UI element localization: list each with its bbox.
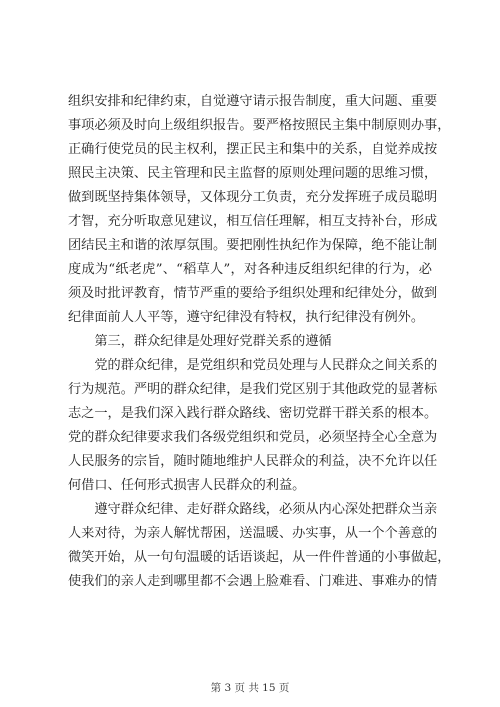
text-line: 使我们的亲人走到哪里都不会遇上脸难看、门难进、事难办的情 (68, 574, 438, 589)
text-line: 团结民主和谐的浓厚氛围。要把刚性执纪作为保障，绝不能让制 (68, 238, 438, 253)
text-line: 党的群众纪律，是党组织和党员处理与人民群众之间关系的 (68, 358, 438, 373)
text-line: 度成为“纸老虎”、“稻草人”，对各种违反组织纪律的行为，必 (68, 262, 432, 277)
text-line: 微笑开始，从一句句温暖的话语谈起，从一件件普通的小事做起， (68, 550, 451, 565)
text-line: 须及时批评教育，情节严重的要给予组织处理和纪律处分，做到 (68, 286, 438, 301)
text-line: 事项必须及时向上级组织报告。要严格按照民主集中制原则办事， (68, 118, 451, 133)
text-line: 组织安排和纪律约束，自觉遵守请示报告制度，重大问题、重要 (68, 94, 438, 109)
text-line: 志之一，是我们深入践行群众路线、密切党群干群关系的根本。 (68, 406, 438, 421)
text-line: 才智，充分听取意见建议，相互信任理解，相互支持补台，形成 (68, 214, 438, 229)
text-line: 行为规范。严明的群众纪律，是我们党区别于其他政党的显著标 (68, 382, 438, 397)
text-line: 遵守群众纪律、走好群众路线，必须从内心深处把群众当亲 (68, 502, 438, 517)
body-text (68, 90, 451, 594)
text-line: 人来对待，为亲人解忧帮困，送温暖、办实事，从一个个善意的 (68, 526, 438, 541)
text-line: 正确行使党员的民主权利，摆正民主和集中的关系，自觉养成按 (68, 142, 438, 157)
section-heading: 第三，群众纪律是处理好党群关系的遵循 (68, 334, 332, 349)
text-line: 纪律面前人人平等，遵守纪律没有特权，执行纪律没有例外。 (68, 310, 425, 325)
text-line: 照民主决策、民主管理和民主监督的原则处理问题的思维习惯， (68, 166, 438, 181)
text-line: 人民服务的宗旨，随时随地维护人民群众的利益，决不允许以任 (68, 454, 438, 469)
text-line: 何借口、任何形式损害人民群众的利益。 (68, 478, 306, 493)
page-footer: 第 3 页 共 15 页 (210, 682, 290, 694)
text-line: 做到既坚持集体领导，又体现分工负责，充分发挥班子成员聪明 (68, 190, 438, 205)
text-line: 党的群众纪律要求我们各级党组织和党员，必须坚持全心全意为 (68, 430, 438, 445)
